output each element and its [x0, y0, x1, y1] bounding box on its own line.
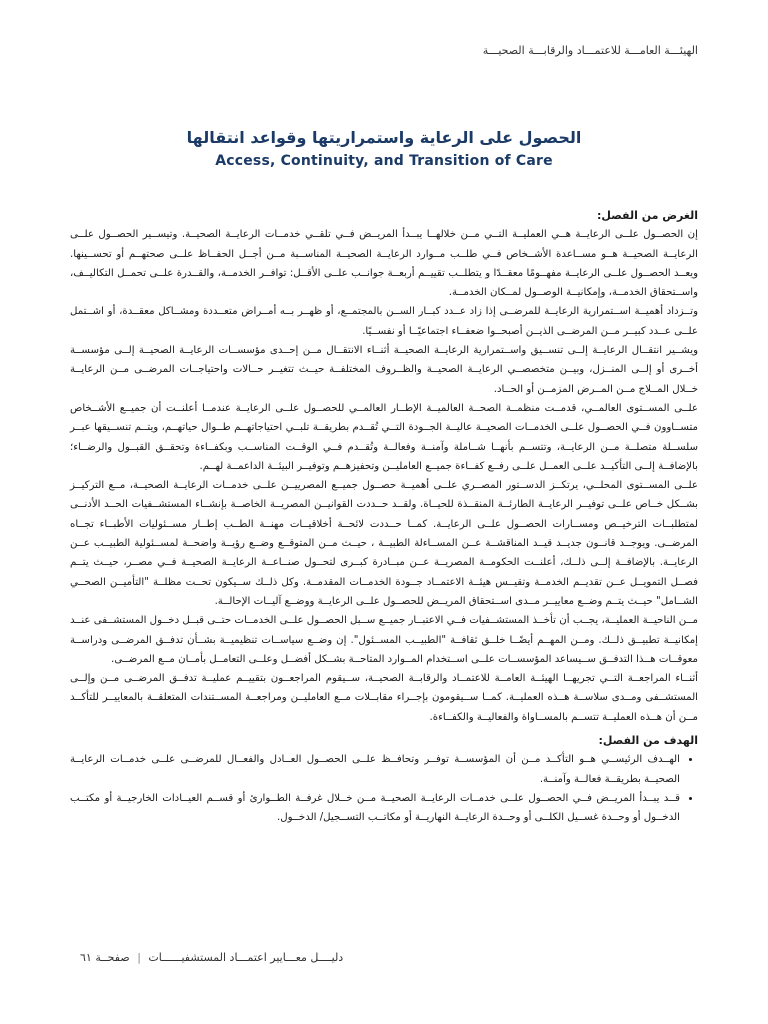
chapter-title-block: [0, 128, 768, 169]
footer-page-label: صفحــة: [95, 951, 130, 964]
purpose-paragraph: إن الحصــول علــى الرعايــة هــي العمليــة التــي مــن خلالهــا يبــدأ المريــض فــي تلقــي خدمــات الرعايــة الصحيــة. وتيســير الحصــول علــى الرعايــة الصحيــة هــو مســاعدة الأشــخاص فــي طلــب مــوارد الرعايــة الصحيــة المناســبة مــن أجــل الحفــاظ علــى صحتهــم أو تحســينها. ويعــد الحصــول علــى الرعايــة مفهــومًا معقــدًا و يتطلــب تقييــم أربعــة جوانــب علــى الأقــل: توافــر الخدمــة، والقــدرة علــى تحمــل التكاليــف، واســتحقاق الخدمــة، وإمكانيــة الوصــول لمــكان الخدمــة.: [70, 229, 698, 299]
purpose-heading: الغرض من الفصل:: [597, 209, 698, 222]
goal-list: [70, 750, 698, 827]
chapter-title-arabic: الحصول على الرعاية واستمراريتها وقواعد انتقالها: [186, 128, 582, 147]
footer-separator: |: [137, 951, 141, 964]
purpose-paragraph: علــى المســتوى العالمــي، قدمــت منظمــة الصحــة العالميــة الإطــار العالمــي للحصــول علــى الرعايــة عندمــا أعلنــت أن جميــع الأشــخاص متســاوون فــي الحصــول علــى الخدمــات الصحيــة عاليــة الجــودة التــي تُقــدم بطريقــة تلبــي احتياجاتهــم طــوال حياتهــم، ويتــم تنســيقها عبــر سلســلة متصلــة مــن الرعايــة، وتتســم بأنهــا شــاملة وآمنــة وفعالــة وتُقــدم فــي الوقــت المناســب وبكفــاءة وتحقــق القبــول والرضــاء؛ بالإضافــة إلــى التأكيــد علــى العمــل علــى رفــع كفــاءة جميــع العامليــن وتحفيزهــم وتوفيــر البيئــة الداعمــة لهــم.: [70, 402, 698, 472]
purpose-paragraph: وتــزداد أهميــة اســتمرارية الرعايــة للمرضــى إذا زاد عــدد كبــار الســن بالمجتمــع، أو ظهــر بــه أمــراض متعــددة ومشــاكل معقــدة، أو اشــتمل علــى عــدد كبيــر مــن المرضــى الذيــن أصبحــوا ضعفــاء اجتماعيًــا أو نفســيًا.: [70, 306, 698, 337]
purpose-paragraph: أثنــاء المراجعــة التــي تجريهــا الهيئــة العامــة للاعتمــاد والرقابــة الصحيــة، ســيقوم المراجعــون بتقييــم عمليــة تدفــق المرضــى مــن وإلــى المستشــفى ومــدى سلاســة هــذه العمليــة. كمــا ســيقومون بإجــراء مقابــلات مــع العامليــن ومراجعــة المســتندات المتعلقــة بالمعاييــر للتأكــد مــن أن هــذه العمليــة تتســم بالمســاواة والفعاليــة والكفــاءة.: [70, 673, 698, 723]
page-footer: [80, 951, 343, 964]
goal-list-item: • الهــدف الرئيســي هــو التأكــد مــن أن المؤسســة توفــر وتحافــظ علــى الحصــول العــادل والفعــال للمرضــى علــى خدمــات الرعايــة الصحيــة بطريقــة فعالــة وآمنــة.: [70, 750, 680, 789]
running-header: الهيئـــة العامـــة للاعتمـــاد والرقابـــة الصحيـــة: [482, 44, 698, 57]
purpose-paragraph: مــن الناحيــة العمليــة، يجــب أن تأخــذ المستشــفيات فــي الاعتبــار جميــع ســبل الحصــول علــى الخدمــات حتــى قبــل دخــول المستشــفى عنــد إمكانيــة تطبيــق ذلــك. ومــن المهــم أيضًــا خلــق ثقافــة "الطبيــب المســئول". إن وضــع سياســات تنظيميــة بشــأن تدفــق المرضــى ودراســة معوقــات هــذا التدفــق ســيساعد المؤسســات علــى اســتخدام المــوارد المتاحــة بشــكل أفضــل وعلــى التعامــل بأمــان مــع المرضــى.: [70, 615, 698, 665]
footer-guide-title: دليــــل معـــايير اعتمـــاد المستشفيــــــات: [148, 951, 344, 964]
chapter-body: [70, 206, 698, 828]
purpose-paragraph: علــى المســتوى المحلــي، يرتكــز الدســتور المصــري علــى أهميــة حصــول جميــع المصرييــن علــى خدمــات الرعايــة الصحيــة، مــع التركيــز بشــكل خــاص علــى توفيــر الرعايــة الطارئــة المنقــذة للحيــاة. ولقــد حــددت القوانيــن المصريــة الخاصــة بإنشــاء المستشــفيات الحــد الأدنــى لمتطلبــات الترخيــص ومســارات الحصــول علــى الرعايــة. كمــا حــددت لائحــة أخلاقيــات مهنــة الطــب إطــار مســئوليات الأطبــاء تجــاه المرضــى. ويوجــد قانــون جديــد قيــد المناقشــة عــن المســاءلة الطبيــة ، حيــث مــن المتوقــع وضــع رؤيــة واضحــة لمســئولية الطبيــب عــن الرعايــة. بالإضافــة إلــى ذلــك، أعلنــت الحكومــة المصريــة عــن مبــادرة كبــرى لتحــول صنــاعــة الرعايــة الصحيــة فــي مصــر، حيــث يتــم فصــل التمويــل عــن تقديــم الخدمــة وتقيــس هيئــة الاعتمــاد جــودة الخدمــات المقدمــة. وكل ذلــك ســيكون تحــت مظلــة "التأميــن الصحــي الشــامل" حيــث يتــم وضــع معاييــر مــدى اســتحقاق المريــض للحصــول علــى الرعايــة ووضــع آليــات الإحالــة.: [70, 480, 698, 607]
chapter-title-english: Access, Continuity, and Transition of Care: [215, 153, 553, 169]
goal-heading: الهدف من الفصل:: [598, 734, 698, 748]
goal-list-item: • قــد يبــدأ المريــض فــي الحصــول علــى خدمــات الرعايــة الصحيــة مــن خــلال غرفــة الطــوارئ أو قســم العيــادات الخارجيــة أو مكتــب الدخــول أو وحــدة غســيل الكلــى أو وحــدة الرعايــة النهاريــة أو مكاتــب التســجيل/ الدخــول.: [70, 789, 680, 828]
purpose-paragraph: ويشــير انتقــال الرعايــة إلــى تنســيق واســتمرارية الرعايــة الصحيــة أثنــاء الانتقــال مــن إحــدى مؤسســات الرعايــة الصحيــة إلــى مؤسســة أخــرى أو إلــى المنــزل، وبيــن متخصصــي الرعايــة الصحيــة والظــروف المختلفــة حيــث تتغيــر حــالات واحتياجــات المرضــى مــن الرعايــة خــلال المــلاج مــن المــرض المزمــن أو الحــاد.: [70, 345, 698, 395]
footer-page-number: ٦١: [80, 951, 92, 964]
